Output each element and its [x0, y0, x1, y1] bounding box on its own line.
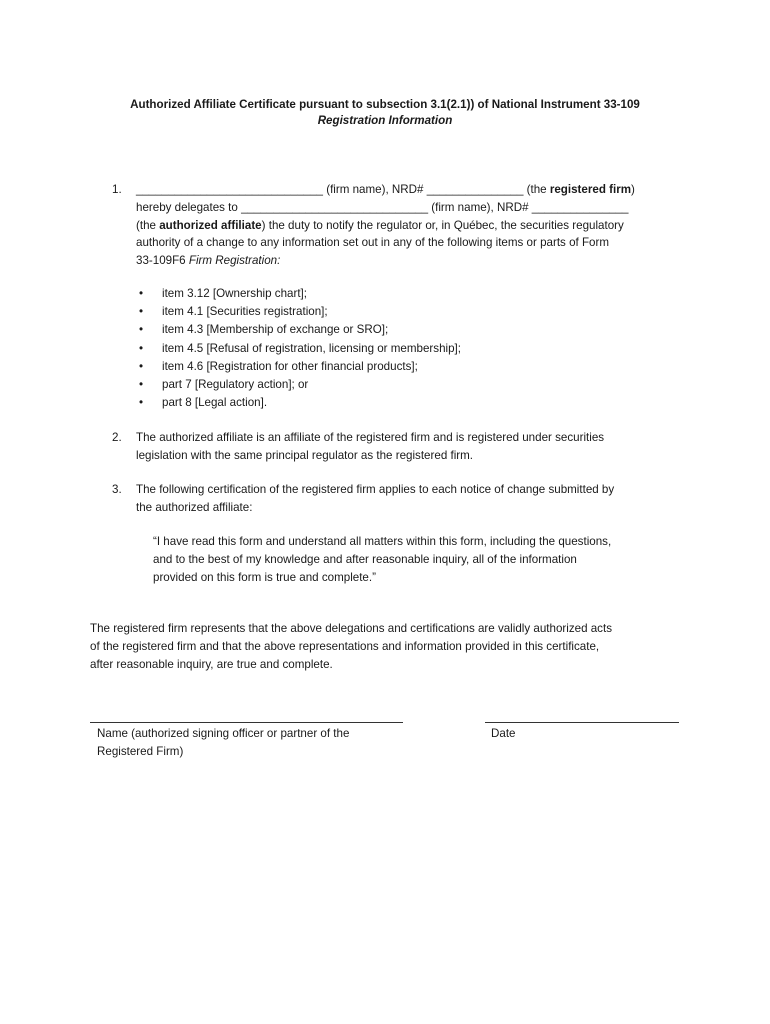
item-3-body [136, 481, 672, 517]
item-1-line-3-text: ) the duty to notify the regulator or, in Québec, the securities regulatory [261, 218, 624, 232]
closing-line-1: The registered firm represents that the above delegations and certifications are validly authorized acts [90, 622, 613, 635]
item-3-number: 3. [112, 483, 122, 496]
registered-firm-term: registered firm [549, 183, 632, 196]
item-1-line-1-close: ) [631, 183, 635, 196]
item-1-number: 1. [112, 183, 122, 196]
list-item [136, 394, 596, 412]
quote-line-3: provided on this form is true and complete.” [153, 570, 376, 584]
list-item [136, 376, 596, 394]
name-signature-line[interactable] [90, 722, 403, 723]
item-1-line-3 [136, 217, 672, 235]
item-1-line-3-open: (the [136, 218, 160, 232]
certification-quote [153, 533, 673, 586]
list-item [136, 321, 596, 339]
bullet-icon: • [139, 287, 144, 300]
item-1-line-4: authority of a change to any information set out in any of the following items or parts of Form [136, 236, 610, 250]
list-item-text: item 4.5 [Refusal of registration, licensing or membership]; [162, 341, 461, 355]
item-1-body [136, 181, 672, 270]
item-1-line-2: hereby delegates to _____________________________ (firm name), NRD# _______________ [136, 200, 629, 214]
date-label-text: Date [491, 727, 516, 740]
list-item-text: part 8 [Legal action]. [162, 396, 268, 410]
closing-line-2: of the registered firm and that the above representations and information provided in this certificate, [90, 639, 600, 653]
date-label [491, 725, 671, 743]
closing-statement [90, 620, 680, 673]
item-1 [112, 181, 672, 270]
list-item-text: item 4.3 [Membership of exchange or SRO]; [162, 323, 389, 337]
item-3 [112, 481, 672, 517]
bullet-icon: • [139, 396, 144, 410]
list-item-text: item 4.6 [Registration for other financial products]; [162, 359, 418, 373]
item-3-line-1: The following certification of the registered firm applies to each notice of change submitted by [136, 483, 615, 496]
list-item [136, 358, 596, 376]
item-list [136, 285, 596, 412]
item-2 [112, 429, 672, 465]
authorized-affiliate-term: authorized affiliate [159, 218, 262, 232]
name-label-line-1: Name (authorized signing officer or partner of the [97, 727, 350, 740]
item-2-line-2: legislation with the same principal regulator as the registered firm. [136, 448, 474, 462]
list-item [136, 285, 596, 303]
bullet-icon: • [139, 341, 144, 355]
date-signature-line[interactable] [485, 722, 679, 723]
list-item [136, 340, 596, 358]
list-item-text: item 3.12 [Ownership chart]; [162, 287, 307, 300]
form-number: 33-109F6 [136, 254, 189, 268]
item-1-line-1-text: _____________________________ (firm name), NRD# _______________ (the [136, 183, 550, 196]
document-title: Authorized Affiliate Certificate pursuant to subsection 3.1(2.1)) of National Instrument 33-109 [130, 98, 640, 111]
item-3-line-2: the authorized affiliate: [136, 500, 253, 514]
item-2-line-1: The authorized affiliate is an affiliate of the registered firm and is registered under securities [136, 431, 605, 444]
name-signature-label [97, 725, 407, 761]
document-subtitle: Registration Information [317, 114, 453, 127]
bullet-icon: • [139, 377, 144, 391]
form-name: Firm Registration: [188, 254, 281, 268]
item-1-line-1 [136, 181, 672, 199]
item-2-body [136, 429, 672, 465]
list-item [136, 303, 596, 321]
bullet-icon: • [139, 305, 144, 319]
bullet-icon: • [139, 323, 144, 337]
bullet-icon: • [139, 359, 144, 373]
list-item-text: item 4.1 [Securities registration]; [162, 305, 328, 319]
quote-line-2: and to the best of my knowledge and after reasonable inquiry, all of the information [153, 552, 577, 566]
item-2-number: 2. [112, 431, 122, 444]
quote-line-1: “I have read this form and understand all matters within this form, including the questions, [153, 535, 612, 548]
name-label-line-2: Registered Firm) [97, 744, 184, 758]
closing-line-3: after reasonable inquiry, are true and complete. [90, 657, 333, 671]
item-1-line-5 [136, 252, 672, 270]
list-item-text: part 7 [Regulatory action]; or [162, 377, 309, 391]
